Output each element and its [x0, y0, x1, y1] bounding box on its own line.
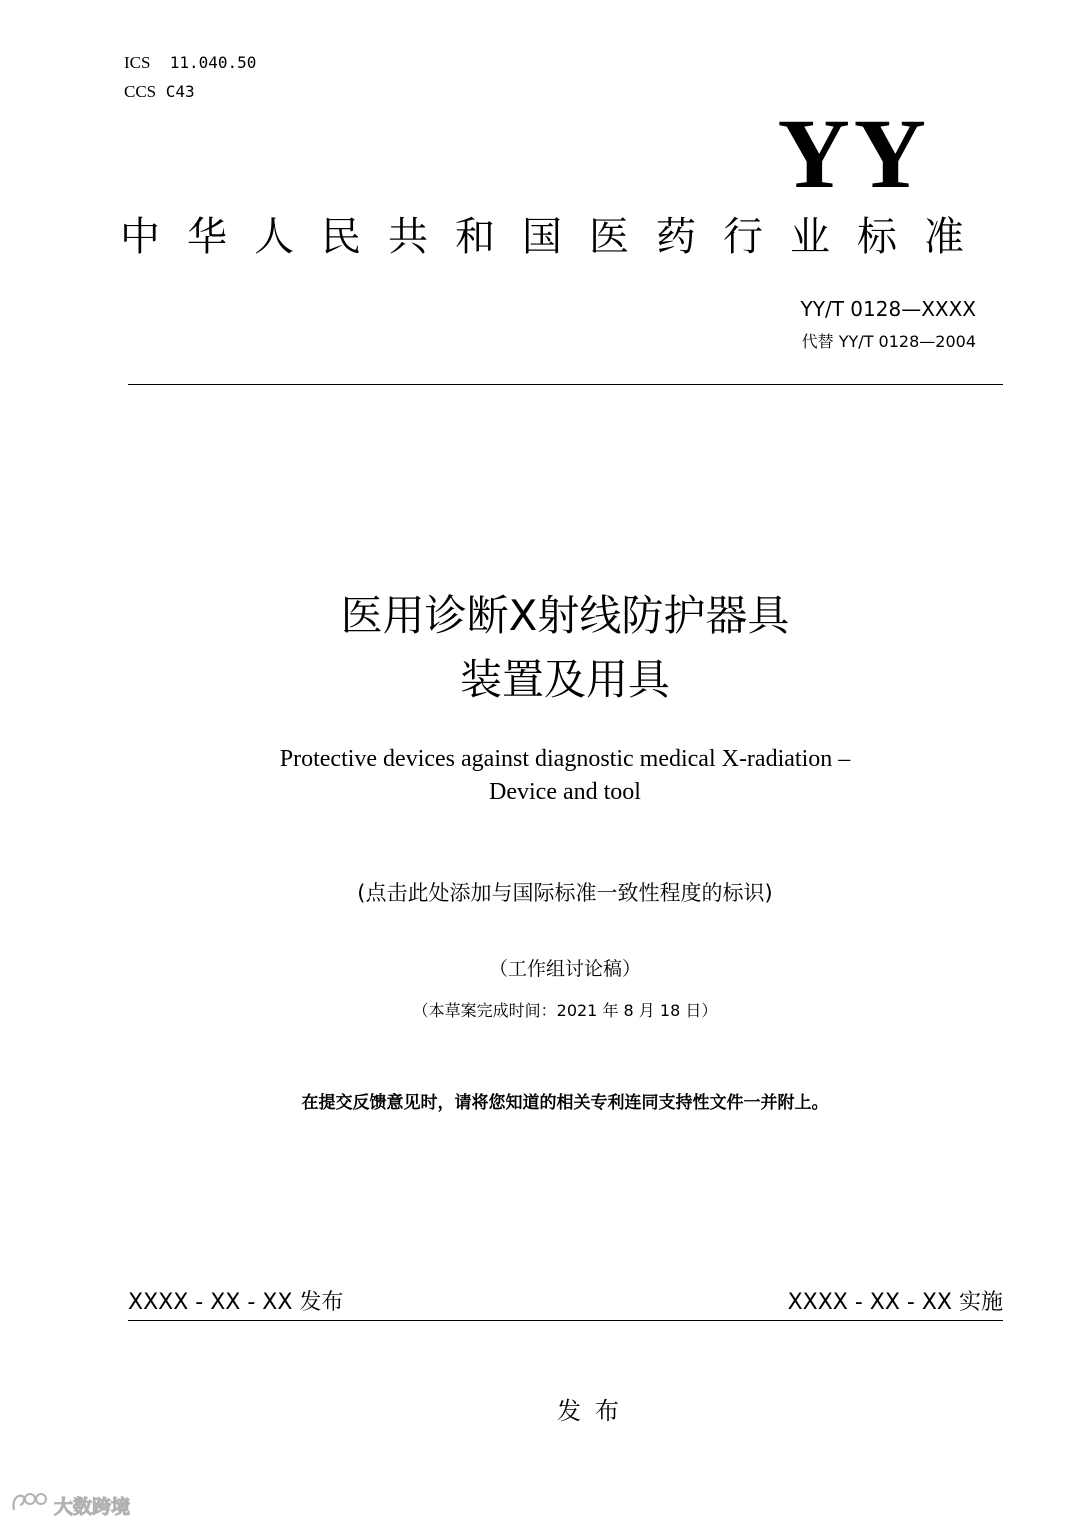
ccs-code	[124, 82, 195, 102]
header-divider	[128, 384, 1003, 385]
consistency-note[interactable]: (点击此处添加与国际标准一致性程度的标识)	[357, 881, 773, 905]
title-cn-line-1: 医用诊断X射线防护器具	[340, 591, 790, 640]
draft-stage: （工作组讨论稿）	[488, 958, 641, 980]
standard-number: YY/T 0128—XXXX	[800, 297, 976, 321]
watermark	[10, 1490, 130, 1520]
implementation-date: XXXX - XX - XX 实施	[787, 1290, 1003, 1315]
ics-value: 11.040.50	[169, 53, 257, 72]
publisher: 发布	[557, 1397, 633, 1425]
ics-code	[124, 53, 256, 73]
dashuo-logo-icon	[10, 1490, 50, 1520]
title-cn-line-2: 装置及用具	[459, 655, 670, 704]
yy-logo: YY	[777, 98, 930, 209]
replaces-standard: 代替 YY/T 0128—2004	[801, 332, 976, 351]
national-standard-title: 中华人民共和国医药行业标准	[120, 214, 991, 260]
issue-date: XXXX - XX - XX 发布	[128, 1290, 344, 1315]
title-en-line-2: Device and tool	[489, 779, 641, 805]
footer-divider	[128, 1320, 1003, 1321]
ccs-label: CCS	[124, 82, 157, 101]
title-en-line-1: Protective devices against diagnostic medical X-radiation –	[279, 746, 851, 772]
ccs-value: C43	[165, 82, 195, 101]
patent-note: 在提交反馈意见时，请将您知道的相关专利连同支持性文件一并附上。	[301, 1093, 829, 1113]
ics-label: ICS	[124, 53, 151, 72]
draft-date: （本草案完成时间：2021 年 8 月 18 日）	[412, 1001, 718, 1020]
watermark-text: 大数跨境	[54, 1495, 131, 1518]
